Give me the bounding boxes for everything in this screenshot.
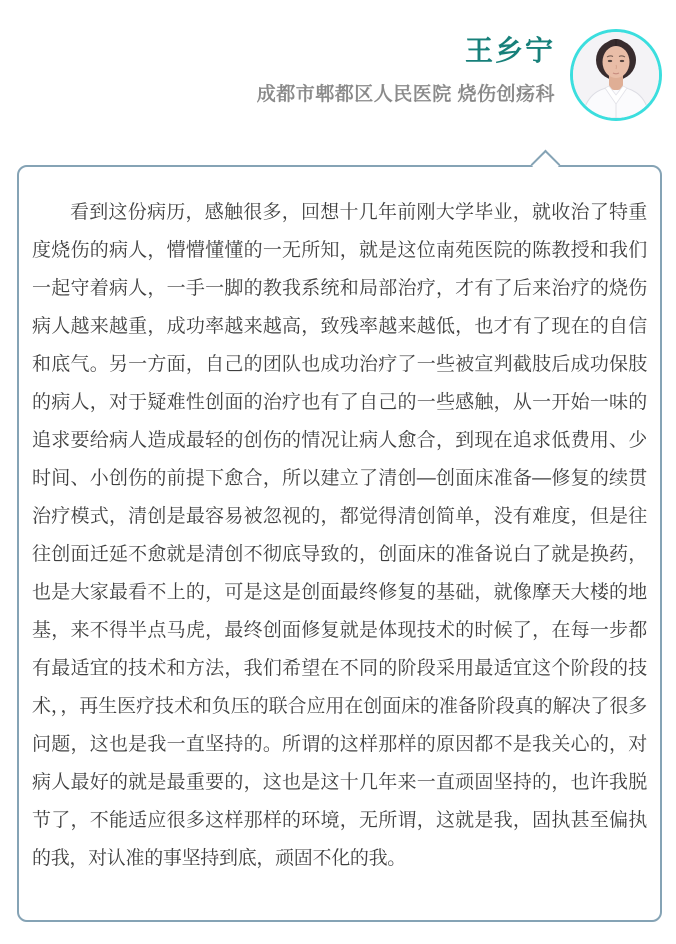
doctor-hospital-department: 成都市郫都区人民医院 烧伤创疡科 <box>256 83 555 105</box>
doctor-avatar[interactable] <box>570 29 662 121</box>
doctor-name: 王乡宁 <box>464 35 555 66</box>
profile-text-block <box>257 36 555 106</box>
doctor-portrait-image <box>573 32 659 118</box>
comment-speech-bubble <box>17 165 662 922</box>
profile-header <box>0 0 676 165</box>
comment-text: 看到这份病历，感触很多，回想十几年前刚大学毕业，就收治了特重度烧伤的病人，懵懵懂懂的一无所知，就是这位南苑医院的陈教授和我们一起守着病人，一手一脚的教我系统和局部治疗，才有了后来治疗的烧伤病人越来越重，成功率越来越高，致残率越来越低，也才有了现在的自信和底气。另一方面，自己的团队也成功治疗了一些被宣判截肢后成功保肢的病人，对于疑难性创面的治疗也有了自己的一些感触，从一开始一味的追求要给病人造成最轻的创伤的情况让病人愈合，到现在追求低费用、少时间、小创伤的前提下愈合，所以建立了清创—创面床准备—修复的续贯治疗模式，清创是最容易被忽视的，都觉得清创简单，没有难度，但是往往创面迁延不愈就是清创不彻底导致的，创面床的准备说白了就是换药，也是大家最看不上的，可是这是创面最终修复的基础，就像摩天大楼的地基，来不得半点马虎，最终创面修复就是体现技术的时候了，在每一步都有最适宜的技术和方法，我们希望在不同的阶段采用最适宜这个阶段的技术，，再生医疗技术和负压的联合应用在创面床的准备阶段真的解决了很多问题，这也是我一直坚持的。所谓的这样那样的原因都不是我关心的，对病人最好的就是最重要的，这也是这十几年来一直顽固坚持的，也许我脱节了，不能适应很多这样那样的环境，无所谓，这就是我，固执甚至偏执的我，对认准的事坚持到底，顽固不化的我。 <box>32 202 647 869</box>
